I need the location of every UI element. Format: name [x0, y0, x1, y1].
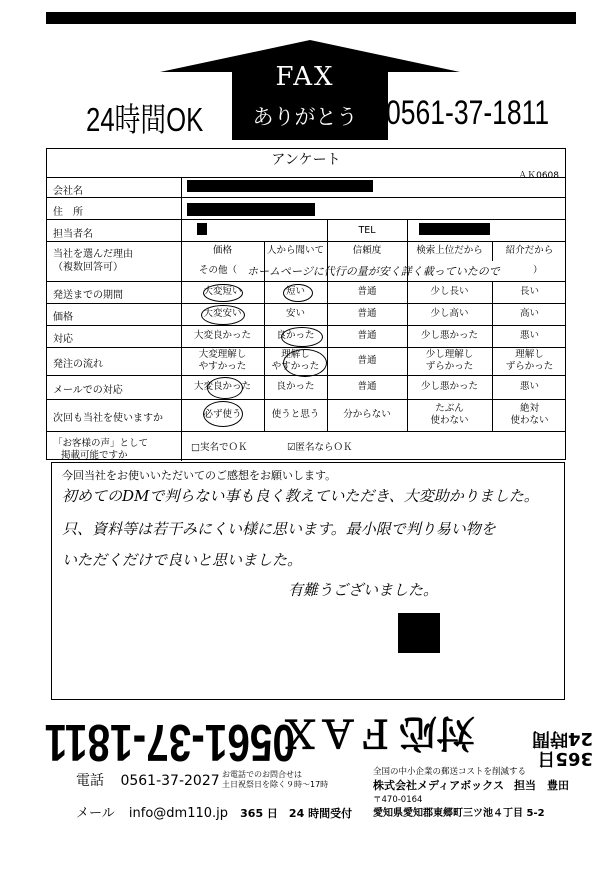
footer-fax-label: ＦＡＸ	[280, 711, 395, 755]
answer-circle	[207, 377, 243, 399]
tel-redaction	[419, 223, 490, 235]
row-option[interactable]: 使うと思う	[271, 409, 320, 420]
address-redaction	[187, 203, 315, 216]
row-option[interactable]: 普通	[357, 330, 377, 341]
row-option[interactable]: 少し悪かった	[420, 381, 478, 392]
reason-option: 信頼度	[352, 245, 382, 256]
person-label: 担当者名	[53, 229, 93, 240]
company-name: 株式会社メディアボックス	[373, 779, 505, 793]
voice-label-2: 掲載可能ですか	[61, 450, 128, 461]
footer-hours: 24時間	[531, 728, 593, 750]
row-option[interactable]: 普通	[357, 308, 377, 319]
fax-label: FAX	[275, 62, 335, 92]
row-option[interactable]: 絶対 使わない	[510, 403, 549, 426]
row-option[interactable]: 良かった	[276, 330, 315, 341]
row-option[interactable]: 長い	[519, 286, 539, 297]
row-option[interactable]: 安い	[285, 308, 305, 319]
reason-other-close: ）	[533, 265, 543, 276]
company-staff: 担当 豊田	[514, 779, 570, 793]
row-option[interactable]: 大変短い	[203, 286, 242, 297]
tel-note	[222, 770, 328, 790]
row-option[interactable]: 少し長い	[430, 286, 469, 297]
row-option[interactable]: 大変理解し やすかった	[198, 349, 247, 372]
hours-label: 24時間OK	[86, 101, 204, 138]
row-option[interactable]: 必ず使う	[203, 409, 242, 420]
tel-number[interactable]: 0561-37-2027	[120, 773, 220, 789]
top-black-bar	[46, 12, 576, 24]
voice-label-1: 「お客様の声」として	[53, 438, 149, 449]
row-option[interactable]: 少し高い	[430, 308, 469, 319]
row-label: 次回も当社を使いますか	[53, 413, 163, 424]
reason-label: 当社を選んだ理由	[53, 249, 133, 260]
comment-box	[51, 462, 565, 700]
row-label: 発送までの期間	[53, 290, 123, 301]
row-option[interactable]: 普通	[357, 381, 377, 392]
footer-days: 365日	[537, 748, 593, 769]
row-option[interactable]: 分からない	[343, 409, 391, 420]
mail-address[interactable]: info@dm110.jp	[128, 806, 228, 821]
row-label: メールでの対応	[53, 385, 123, 396]
comment-line: 有難うございました。	[288, 581, 439, 599]
comment-line: いただくだけで良いと思いました。	[62, 551, 303, 569]
tel-label: TEL	[358, 225, 376, 236]
company-block	[373, 766, 569, 821]
footer-mail	[76, 802, 352, 821]
signature-redaction	[398, 613, 440, 653]
voice-option-realname[interactable]: □実名でＯＫ	[191, 442, 248, 453]
reason-other-label: その他（	[199, 265, 238, 276]
row-option[interactable]: 少し理解し ずらかった	[425, 349, 474, 372]
row-option[interactable]: 普通	[357, 286, 377, 297]
reason-option: 価格	[212, 245, 232, 256]
row-option[interactable]: 理解し ずらかった	[505, 349, 554, 372]
address-label: 住 所	[53, 207, 83, 218]
row-option[interactable]: たぶん 使わない	[430, 403, 469, 426]
reason-option: 人から聞いて	[266, 245, 324, 256]
tel-label: 電話	[76, 773, 104, 789]
comment-intro: 今回当社をお使いいただいてのご感想をお願いします。	[62, 469, 337, 482]
answer-circle	[203, 401, 243, 427]
answer-circle	[203, 284, 243, 302]
company-address: 愛知県愛知郡東郷町三ツ池４丁目 5-2	[373, 807, 545, 819]
company-label: 会社名	[53, 186, 83, 197]
row-option[interactable]: 高い	[519, 308, 539, 319]
answer-circle	[201, 305, 245, 325]
footer-support-label: 対応	[398, 711, 475, 755]
comment-line: 只、資料等は若干みにくい様に思います。最小限で判り易い物を	[62, 520, 496, 538]
fax-number: 0561-37-1811	[386, 94, 550, 132]
footer-tel	[76, 770, 220, 790]
answer-circle	[283, 284, 313, 302]
row-option[interactable]: 悪い	[519, 330, 539, 341]
reason-other-text: ホームページに代行の量が安く詳く載っていたので	[247, 265, 500, 278]
mail-note: 365 日 24 時間受付	[240, 807, 353, 820]
survey-code: ＡＫ0608	[518, 171, 559, 181]
tel-note-1: お電話でのお問合せは	[222, 770, 302, 779]
reason-sub: （複数回答可）	[53, 262, 123, 273]
company-tagline: 全国の中小企業の郵送コストを削減する	[373, 767, 527, 777]
row-option[interactable]: 良かった	[276, 381, 315, 392]
company-redaction	[187, 180, 373, 192]
row-label: 価格	[53, 312, 73, 323]
person-redaction	[197, 223, 207, 235]
voice-option-anonymous[interactable]: ☑匿名ならＯＫ	[287, 442, 353, 453]
row-option[interactable]: 大変良かった	[193, 330, 251, 341]
row-label: 発注の流れ	[53, 359, 103, 370]
row-option[interactable]: 普通	[357, 355, 377, 366]
row-label: 対応	[53, 334, 73, 345]
row-option[interactable]: 悪い	[519, 381, 539, 392]
footer-upside-down-banner	[45, 702, 595, 772]
company-zip: 〒470-0164	[373, 795, 423, 806]
answer-circle	[281, 327, 323, 347]
row-option[interactable]: 大変良かった	[193, 381, 251, 392]
row-option[interactable]: 少し悪かった	[420, 330, 478, 341]
answer-circle	[283, 349, 327, 377]
thanks-label: ありがとう	[252, 105, 358, 129]
row-option[interactable]: 大変安い	[203, 308, 242, 319]
reason-option: 紹介だから	[505, 245, 554, 256]
footer-fax-number: 0561-37-1811	[44, 713, 295, 771]
row-option[interactable]: 短い	[285, 286, 305, 297]
reason-option: 検索上位だから	[416, 245, 483, 256]
mail-label: メール	[76, 806, 115, 821]
tel-note-2: 土日祝祭日を除く９時～17時	[222, 780, 329, 789]
survey-form	[46, 148, 566, 460]
comment-line: 初めてのDMで判らない事も良く教えていただき、大変助かりました。	[62, 487, 539, 505]
survey-title: アンケート	[271, 152, 341, 168]
row-option[interactable]: 理解し やすかった	[271, 349, 320, 372]
